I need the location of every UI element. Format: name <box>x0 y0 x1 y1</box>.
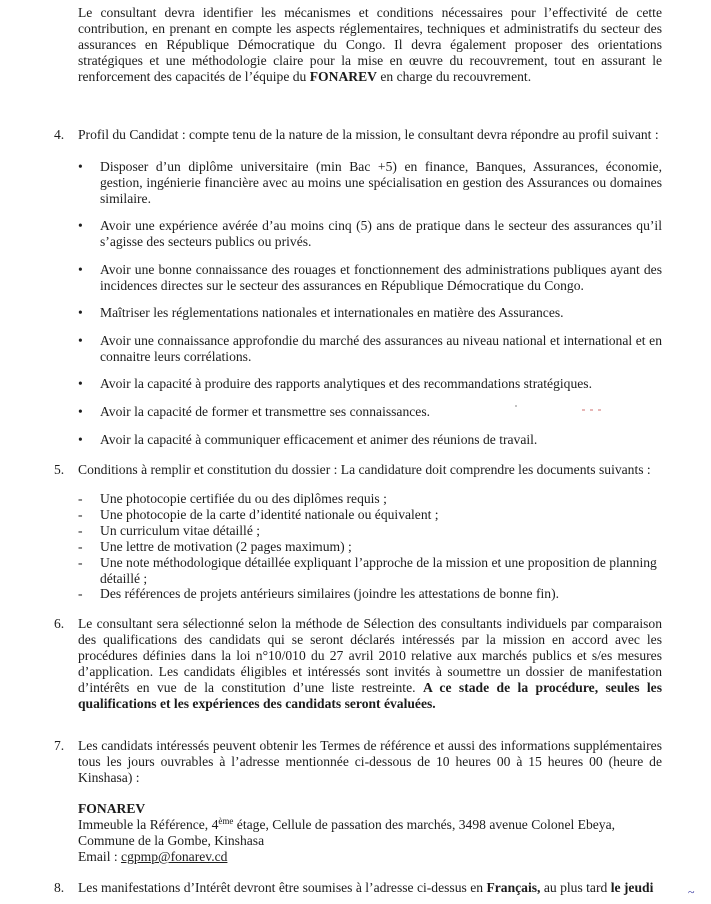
section-6-number: 6. <box>54 616 65 631</box>
section-5-number: 5. <box>54 462 65 477</box>
section-5-heading: Conditions à remplir et constitution du dossier : La candidature doit comprendre les documents suivants : <box>78 462 651 477</box>
document-item: Une lettre de motivation (2 pages maximum) ; <box>100 539 352 554</box>
intro-paragraph <box>78 5 662 85</box>
section-7-number: 7. <box>54 738 65 753</box>
section-8-language: Français, <box>486 880 541 895</box>
ink-mark: ~ <box>688 885 695 899</box>
section-8-deadline: le jeudi <box>610 880 654 895</box>
profile-item: Avoir la capacité à communiquer efficacement et animer des réunions de travail. <box>100 432 538 447</box>
document-item: Une note méthodologique détaillée expliquant l’approche de la mission et une proposition de planning détaillé ; <box>100 555 657 586</box>
section-4-number: 4. <box>54 127 65 142</box>
document-item: Une photocopie de la carte d’identité nationale ou équivalent ; <box>100 507 439 522</box>
scan-speck <box>598 409 601 411</box>
dash-marker: - <box>78 539 83 554</box>
profile-item: Maîtriser les réglementations nationales et internationales en matière des Assurances. <box>100 305 564 320</box>
profile-item: Avoir une connaissance approfondie du marché des assurances au niveau national et international et en connaitre leurs corrélations. <box>100 333 662 364</box>
bullet-icon: • <box>78 262 83 277</box>
profile-item: Avoir la capacité à produire des rapports analytiques et des recommandations stratégiques. <box>100 376 592 391</box>
address-line-2: Commune de la Gombe, Kinshasa <box>78 833 265 848</box>
section-8-text: Les manifestations d’Intérêt devront être soumises à l’adresse ci-dessus en <box>78 880 484 895</box>
dash-marker: - <box>78 586 83 601</box>
email-line <box>78 849 662 865</box>
intro-end: en charge du recouvrement. <box>380 69 532 84</box>
address-line-1-start: Immeuble la Référence, 4 <box>78 817 219 832</box>
bullet-icon: • <box>78 404 83 419</box>
dash-marker: - <box>78 555 83 570</box>
bullet-icon: • <box>78 159 83 174</box>
bullet-icon: • <box>78 432 83 447</box>
email-label: Email : <box>78 849 122 864</box>
org-name: FONAREV <box>78 801 146 816</box>
scan-speck <box>590 409 593 411</box>
floor-superscript: ème <box>218 816 234 826</box>
profile-item: Avoir une bonne connaissance des rouages et fonctionnement des administrations publiques ayant des incidences directes sur le secteur des assurances en République Démocratique du Congo. <box>100 262 662 293</box>
dash-marker: - <box>78 491 83 506</box>
scan-speck <box>515 405 517 407</box>
bullet-icon: • <box>78 376 83 391</box>
profile-item: Avoir la capacité de former et transmettre ses connaissances. <box>100 404 431 419</box>
email-link[interactable]: cgpmp@fonarev.cd <box>121 849 228 864</box>
dash-marker: - <box>78 507 83 522</box>
intro-text: Le consultant devra identifier les mécanismes et conditions nécessaires pour l’effectivité de cette contribution, en prenant en compte les aspects réglementaires, techniques et administratifs du secteur des assurances en République Démocratique du Congo. Il devra également proposer des orientations stratégiques et une méthodologie claire pour la mise en œuvre du recouvrement, tout en assurant le renforcement des capacités de l’équipe du <box>78 5 662 84</box>
section-7-paragraph: Les candidats intéressés peuvent obtenir les Termes de référence et aussi des informations supplémentaires tous les jours ouvrables à l’adresse mentionnée ci-dessous de 10 heures 00 à 15 heures 00 (heure de Kinshasa) : <box>78 738 662 785</box>
scan-speck <box>582 409 585 411</box>
document-item: Un curriculum vitae détaillé ; <box>100 523 261 538</box>
section-4-heading: Profil du Candidat : compte tenu de la nature de la mission, le consultant devra répondre au profil suivant : <box>78 127 659 142</box>
address-line-1 <box>78 817 662 833</box>
address-line-1-end: étage, Cellule de passation des marchés, 3498 avenue Colonel Ebeya, <box>233 817 616 832</box>
bullet-icon: • <box>78 218 83 233</box>
section-8-text-2: au plus tard <box>540 880 608 895</box>
bullet-icon: • <box>78 333 83 348</box>
bullet-icon: • <box>78 305 83 320</box>
address-org <box>78 801 662 817</box>
section-6-text: Le consultant sera sélectionné selon la méthode de Sélection des consultants individuels par comparaison des qualifications des candidats qui se seront déclarés intéressés par la mission en accord avec les procédures définies dans la loi n°10/010 du 27 avril 2010 relative aux marchés publics et s/es mesures d’application. Les candidats éligibles et intéressés sont invités à soumettre un dossier de manifestation d’intérêts en vue de la constitution d’une liste restreinte. <box>78 616 662 695</box>
profile-item: Avoir une expérience avérée d’au moins cinq (5) ans de pratique dans le secteur des assurances qu’il s’agisse des secteurs publics ou privés. <box>100 218 662 249</box>
dash-marker: - <box>78 523 83 538</box>
document-item: Une photocopie certifiée du ou des diplômes requis ; <box>100 491 387 506</box>
intro-org: FONAREV <box>309 69 377 84</box>
section-8-number: 8. <box>54 880 65 895</box>
profile-item: Disposer d’un diplôme universitaire (min Bac +5) en finance, Banques, Assurances, économie, gestion, ingénierie financière avec au moins une spécialisation en gestion des Assurances ou domaines similaire. <box>100 159 662 206</box>
section-8-paragraph <box>78 880 684 896</box>
section-6-paragraph <box>78 616 662 712</box>
document-item: Des références de projets antérieurs similaires (joindre les attestations de bonne fin). <box>100 586 560 601</box>
section-6-bold: A ce stade de la procédure, seules les qualifications et les expériences des candidats seront évaluées. <box>78 680 663 711</box>
